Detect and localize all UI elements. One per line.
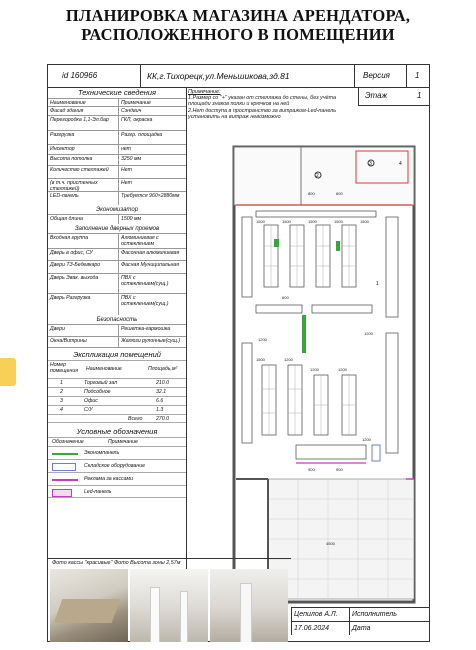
tech-value: Сэндвич (118, 107, 184, 115)
tech-row (48, 144, 186, 154)
column-shape (150, 587, 160, 642)
legend-row (48, 485, 186, 498)
stamp-role: Исполнитель (349, 607, 429, 621)
stamp-date: 17.06.2024 (291, 621, 349, 635)
dim-label: 600 (282, 295, 289, 300)
title-stamp (291, 601, 429, 641)
room-num: 3 (60, 398, 63, 404)
door-value: Фасонная алюминиевая (118, 249, 184, 260)
legend-col-mark: Обозначение (52, 439, 84, 445)
checkout-counter (296, 445, 366, 459)
econom-panel (336, 241, 340, 251)
version-value: 1 (415, 71, 420, 80)
tech-value: Разгр. площадка (118, 131, 184, 144)
title-line-1: ПЛАНИРОВКА МАГАЗИНА АРЕНДАТОРА, (65, 6, 411, 25)
room-area: 1.3 (156, 407, 164, 413)
dim-label: 1200 (310, 367, 319, 372)
left-panel (48, 87, 187, 621)
door-row (48, 233, 186, 248)
notes-line-4: установить на витраж невозможно (188, 113, 281, 120)
door-key: Дверь в офис, СУ (50, 250, 93, 256)
shelf-row (312, 305, 372, 313)
storage-box-icon (52, 463, 76, 471)
notes-heading: Примечание: (188, 89, 221, 95)
room-area: 6.6 (156, 398, 164, 404)
notes-line-1: 1.Размер со "+" указан от стеллажа до стены, без учёта (188, 95, 337, 102)
photo-checkout (50, 569, 128, 642)
explication-col-area: Площадь,м² (148, 366, 178, 372)
sheet-header (48, 65, 429, 88)
room-area: 32.1 (156, 389, 167, 395)
door-key: Двери ТЗ-Бедевкаро (50, 262, 101, 268)
door-row (48, 273, 186, 293)
tech-key: Инсектор (50, 146, 75, 152)
security-row (48, 336, 186, 348)
storage-box (372, 445, 380, 461)
tech-row (48, 130, 186, 144)
security-key: Двери (50, 326, 65, 332)
tech-value: нет (118, 145, 184, 154)
dim-label: 900 (336, 467, 343, 472)
room-number: 4 (399, 161, 402, 167)
security-key: Окна/Витрины (50, 338, 87, 344)
tech-row (48, 154, 186, 165)
counter-shape (54, 599, 121, 623)
length-label: Общая длина (50, 216, 83, 222)
tech-key: LED-панель (50, 193, 79, 199)
floor-label: Этаж (365, 91, 388, 100)
explication-row (48, 396, 186, 405)
tech-key: Высота потолка (50, 156, 93, 162)
doors-heading: Заполнение дверных проемов (74, 226, 160, 232)
legend-col-note: Примечание (108, 439, 138, 445)
total-value: 270.0 (156, 416, 169, 422)
tech-row (48, 178, 186, 191)
legend-text: Экономпанель (84, 450, 120, 456)
security-heading: Безопасность (96, 317, 138, 323)
door-value: ПВХ с остеклением(сущ.) (118, 274, 184, 293)
tech-row (48, 115, 186, 130)
tech-key: Разгрузка (50, 132, 75, 138)
tech-value: ГКЛ, окраска (118, 116, 184, 130)
shelving-lower (242, 333, 398, 453)
security-row (48, 324, 186, 336)
floor-plan (196, 145, 421, 611)
econom-panel (274, 239, 279, 247)
tech-heading: Технические сведения (77, 88, 157, 97)
dim-label: 1500 (308, 219, 317, 224)
column-shape (180, 591, 188, 642)
security-value: Жалюзи рулонные(сущ.) (118, 337, 184, 347)
dim-label: 1200 (284, 357, 293, 362)
plan-sheet (47, 64, 430, 642)
dim-label: 1200 (338, 367, 347, 372)
room-area: 210.0 (156, 380, 169, 386)
floor-value: 1 (417, 91, 422, 100)
door-key: Дверь Эвак. выхода (50, 275, 99, 281)
explication-row (48, 405, 186, 414)
wall-shelf (386, 333, 398, 453)
page-title (0, 6, 476, 44)
wall-shelf (242, 343, 252, 443)
photo-caption: Фото кассы "красивые" Фото Высота зоны 2,57м (52, 560, 181, 566)
door-row (48, 248, 186, 260)
economy-heading: Экономизатор (95, 207, 139, 213)
led-panel-icon (52, 489, 72, 497)
object-id: id 160966 (48, 65, 141, 87)
explication-row (48, 387, 186, 396)
room-name: Офис (84, 398, 98, 404)
dim-label: 900 (308, 467, 315, 472)
stamp-author: Цепилов А.Л. (291, 607, 349, 621)
tech-row (48, 165, 186, 178)
title-line-2: РАСПОЛОЖЕННОГО В ПОМЕЩЕНИИ (81, 25, 395, 44)
tech-row (48, 106, 186, 115)
dim-label: 1500 (256, 219, 265, 224)
tech-col-name: Наименование (50, 100, 86, 106)
floor-box (358, 87, 430, 106)
legend-row (48, 459, 186, 472)
tech-col-header (48, 98, 186, 106)
door-key: Дверь Разгрузка (50, 295, 91, 301)
green-line-icon (52, 453, 78, 455)
tech-value: 3250 мм (118, 155, 184, 165)
magenta-line-icon (52, 479, 78, 481)
dim-label: 800 (308, 191, 315, 196)
room-num: 2 (60, 389, 63, 395)
room-num: 1 (60, 380, 63, 386)
shelf-row (256, 305, 302, 313)
room-num: 4 (60, 407, 63, 413)
room-number: 2 (316, 173, 319, 179)
tech-value: Нет (118, 179, 184, 191)
door-row (48, 260, 186, 273)
tech-key: Перегородка 1,1-Эл.бар (50, 117, 109, 123)
room-number: 3 (369, 161, 372, 167)
object-address: КК,г.Тихорецк,ул.Меньшикова,зд.81 (141, 65, 355, 87)
explication-col-num: Номер помещения (50, 362, 78, 374)
legend-row (48, 472, 186, 485)
dim-label: 800 (336, 191, 343, 196)
explication-row (48, 378, 186, 387)
dim-label: 1200 (258, 337, 267, 342)
dim-label: 1200 (362, 437, 371, 442)
legend-heading: Условные обозначения (76, 427, 158, 436)
photo-strip (48, 558, 291, 644)
dim-label: 4500 (326, 541, 335, 546)
door-row (48, 293, 186, 315)
length-row (48, 214, 186, 224)
dim-label: 1500 (360, 219, 369, 224)
econom-panel (302, 315, 306, 353)
dim-label: 1200 (364, 331, 373, 336)
door-value: Фасная Муниципальная (118, 261, 184, 273)
explication-total-row (48, 414, 186, 423)
room-name: Торговый зал (84, 380, 118, 386)
legend-text: Реклама за кассами (84, 476, 133, 482)
version-label: Версия (355, 65, 407, 87)
side-highlight-tab (0, 358, 16, 386)
notes-line-2: площади знаков полки и крючков на ней (188, 101, 290, 108)
security-value: Решетка-гармошка (118, 325, 184, 336)
wall-shelf (386, 217, 398, 317)
shelving-upper (242, 211, 398, 317)
back-room (234, 147, 414, 205)
tech-value: Нет (118, 166, 184, 178)
explication-header-row (48, 360, 186, 378)
room-number: 1 (376, 281, 379, 287)
legend-header-row (48, 437, 186, 446)
dim-label: 1500 (256, 357, 265, 362)
door-key: Входная группа (50, 235, 88, 241)
wall-shelf (242, 217, 252, 297)
door-value: ПВХ с остеклением(сущ.) (118, 294, 184, 315)
dim-label: 1500 (282, 219, 291, 224)
tech-value: Требуется 960×2880мм (118, 192, 184, 205)
room-name: С/У (84, 407, 93, 413)
dim-label: 1500 (334, 219, 343, 224)
stamp-date-label: Дата (349, 621, 429, 635)
shelving-middle (256, 305, 372, 313)
room-name: Подсобное (84, 389, 111, 395)
notes-line-3: 2.Нет доступа в пространство за витражом-Led-панель (188, 107, 337, 114)
column-shape (240, 583, 252, 642)
legend-text: Складское оборудование (84, 463, 145, 469)
tech-col-note: Примечание (118, 99, 184, 106)
top-shelf (256, 211, 376, 217)
photo-hall (130, 569, 208, 642)
tech-key: Фасад здания (50, 108, 84, 114)
tech-key: Количество стеллажей (50, 167, 109, 173)
length-value: 1500 мм (118, 215, 184, 224)
explication-col-name: Наименование (86, 366, 122, 372)
legend-text: Led-панель (84, 489, 112, 495)
legend-row (48, 446, 186, 459)
total-label: Всего (128, 416, 143, 422)
explication-heading: Экспликация помещений (73, 350, 161, 359)
tech-key: (в т.ч. пристенных стеллажей) (50, 180, 98, 192)
photo-room (210, 569, 288, 642)
tech-row (48, 191, 186, 205)
door-value: Алюминиевая с остеклением (118, 234, 184, 248)
